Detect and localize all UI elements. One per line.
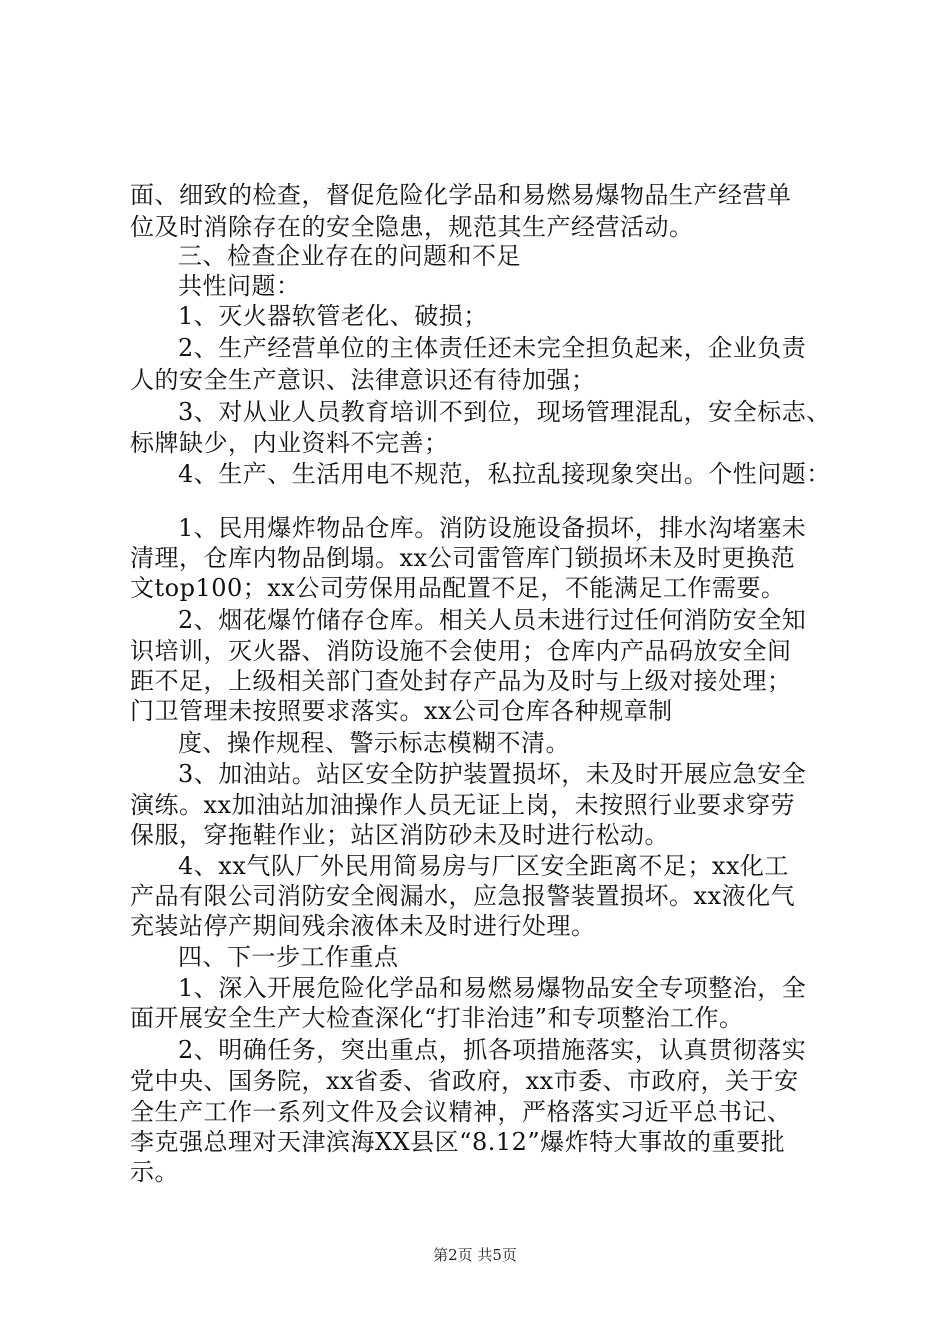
text-line: 面开展安全生产大检查深化“打非治违”和专项整治工作。 xyxy=(130,1004,744,1032)
text-line: 度、操作规程、警示标志模糊不清。 xyxy=(178,729,570,757)
text-line: 距不足，上级相关部门查处封存产品为及时与上级对接处理； xyxy=(130,667,792,695)
text-line: 演练。xx加油站加油操作人员无证上岗，未按照行业要求穿劳 xyxy=(130,791,796,819)
page-number-footer: 第2页 共5页 xyxy=(433,1246,517,1264)
text-line: 充装站停产期间残余液体未及时进行处理。 xyxy=(130,912,596,940)
text-line: 识培训，灭火器、消防设施不会使用；仓库内产品码放安全间 xyxy=(130,637,792,665)
text-line: 保服，穿拖鞋作业；站区消防砂未及时进行松动。 xyxy=(130,821,669,849)
text-line: 门卫管理未按照要求落实。xx公司仓库各种规章制 xyxy=(130,697,673,725)
text-line: 党中央、国务院，xx省委、省政府，xx市委、市政府，关于安 xyxy=(130,1067,799,1095)
text-line: 共性问题： xyxy=(178,272,301,300)
section-heading: 三、检查企业存在的问题和不足 xyxy=(178,242,521,270)
text-line: 面、细致的检查，督促危险化学品和易燃易爆物品生产经营单 xyxy=(130,181,792,209)
text-line: 4、生产、生活用电不规范，私拉乱接现象突出。个性问题： xyxy=(178,460,831,488)
text-line: 李克强总理对天津滨海XX县区“8.12”爆炸特大事故的重要批 xyxy=(130,1128,786,1156)
text-line: 3、加油站。站区安全防护装置损坏，未及时开展应急安全 xyxy=(178,760,807,788)
text-line: 1、灭火器软管老化、破损； xyxy=(178,302,488,330)
text-line: 1、深入开展危险化学品和易燃易爆物品安全专项整治，全 xyxy=(178,974,807,1002)
text-line: 2、明确任务，突出重点，抓各项措施落实，认真贯彻落实 xyxy=(178,1036,807,1064)
text-line: 清理，仓库内物品倒塌。xx公司雷管库门锁损坏未及时更换范 xyxy=(130,544,796,572)
text-line: 示。 xyxy=(130,1158,179,1186)
text-line: 2、烟花爆竹储存仓库。相关人员未进行过任何消防安全知 xyxy=(178,606,807,634)
text-line: 2、生产经营单位的主体责任还未完全担负起来，企业负责 xyxy=(178,334,807,362)
text-line: 标牌缺少，内业资料不完善； xyxy=(130,429,449,457)
text-line: 文top100；xx公司劳保用品配置不足，不能满足工作需要。 xyxy=(130,574,786,602)
text-line: 全生产工作一系列文件及会议精神，严格落实习近平总书记、 xyxy=(130,1098,792,1126)
text-line: 4、xx气队厂外民用简易房与厂区安全距离不足；xx化工 xyxy=(178,852,789,880)
text-line: 人的安全生产意识、法律意识还有待加强； xyxy=(130,366,596,394)
section-heading: 四、下一步工作重点 xyxy=(178,943,399,971)
text-line: 1、民用爆炸物品仓库。消防设施设备损坏，排水沟堵塞未 xyxy=(178,514,807,542)
text-line: 3、对从业人员教育培训不到位，现场管理混乱，安全标志、 xyxy=(178,398,831,426)
text-line: 位及时消除存在的安全隐患，规范其生产经营活动。 xyxy=(130,213,694,241)
text-line: 产品有限公司消防安全阀漏水，应急报警装置损坏。xx液化气 xyxy=(130,882,796,910)
